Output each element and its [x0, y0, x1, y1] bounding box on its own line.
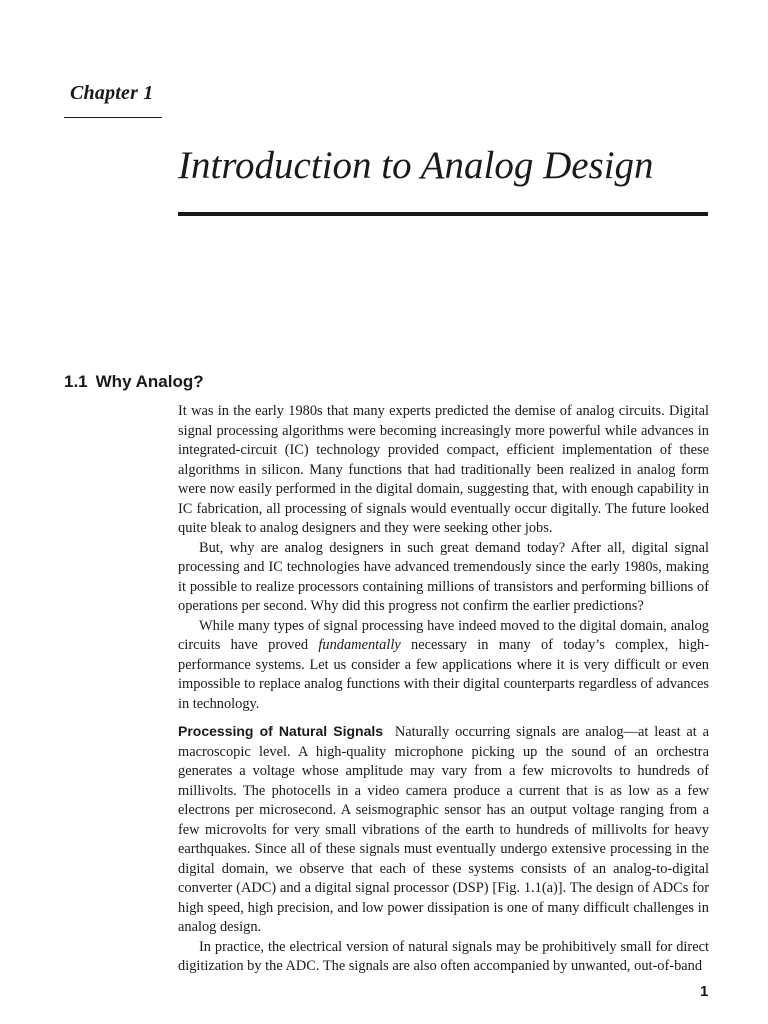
chapter-title: Introduction to Analog Design [178, 144, 654, 187]
page-number: 1 [700, 983, 709, 1000]
paragraph-3-end: necessary in many of today’s complex, high-performance systems. Let us consider a few applications where it is very difficult or even impossible to replace analog functions with their digital counterparts regardless of advances in technology. [178, 637, 709, 712]
paragraph-2: But, why are analog designers in such great demand today? After all, digital signal processing and IC technologies have advanced tremendously since the early 1980s, making it possible to realize processors containing millions of transistors and performing billions of operations per second. Why did this progress not confirm the earlier predictions? [178, 539, 709, 614]
paragraph-4 [178, 722, 709, 938]
body-text [178, 402, 709, 977]
run-in-heading: Processing of Natural Signals [178, 723, 384, 739]
paragraph-4-body: Naturally occurring signals are analog—at least at a macroscopic level. A high-quality microphone picking up the sound of an orchestra generates a voltage whose amplitude may vary from a few microvolts to hundreds of millivolts. The photocells in a video camera produce a current that is as low as a few electrons per microsecond. A seismographic sensor has an output voltage ranging from a few microvolts for very small vibrations of the earth to hundreds of millivolts for heavy earthquakes. Since all of these signals must eventually undergo extensive processing in the digital domain, we observe that each of these systems consists of an analog-to-digital converter (ADC) and a digital signal processor (DSP) [Fig. 1.1(a)]. The design of ADCs for high speed, high precision, and low power dissipation is one of many difficult challenges in analog design. [178, 724, 709, 935]
paragraph-5: In practice, the electrical version of natural signals may be prohibitively small for direct digitization by the ADC. The signals are also often accompanied by unwanted, out-of-band [178, 938, 709, 974]
chapter-title-rule [178, 212, 708, 216]
chapter-label-rule [64, 117, 162, 118]
section-title: Why Analog? [95, 372, 204, 391]
paragraph-3-start: While many types of signal processing have indeed moved to the digital domain, analog circuits have proved [178, 617, 709, 653]
paragraph-3 [178, 617, 709, 715]
section-heading [64, 372, 204, 392]
paragraph-3-emphasis: fundamentally [318, 637, 401, 653]
paragraph-1: It was in the early 1980s that many experts predicted the demise of analog circuits. Digital signal processing algorithms were becoming increasingly more powerful while advances in integrated-circuit (IC) technology provided compact, efficient implementation of these algorithms in silicon. Many functions that had traditionally been realized in analog form were now easily performed in the digital domain, suggesting that, with enough capability in IC fabrication, all processing of signals would eventually occur digitally. The future looked quite bleak to analog designers and they were seeking other jobs. [178, 403, 709, 536]
chapter-label: Chapter 1 [70, 82, 154, 104]
section-number: 1.1 [64, 372, 88, 391]
